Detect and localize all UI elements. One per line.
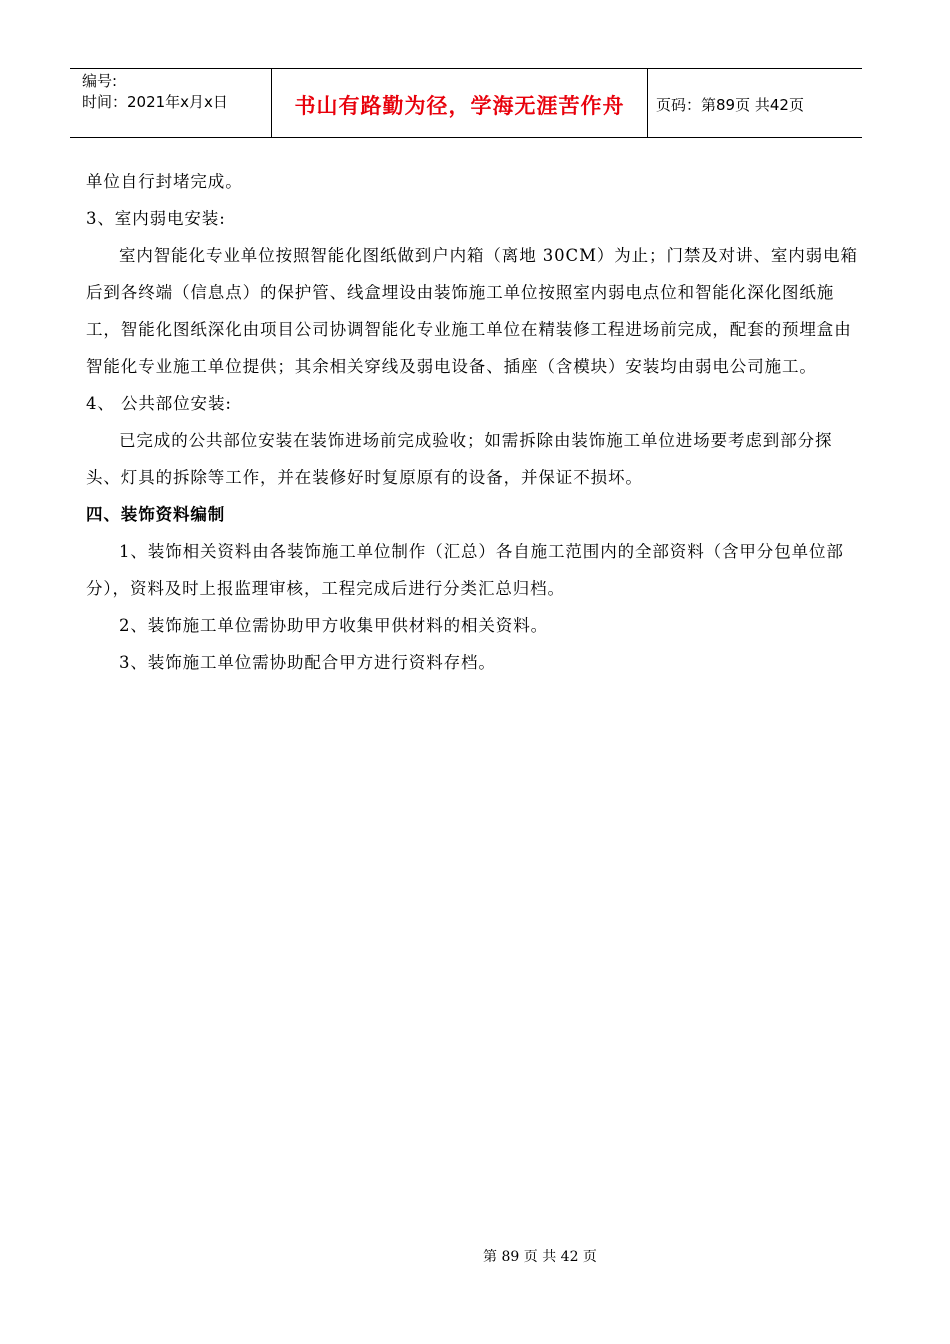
section-item-heading: 3、室内弱电安装: [86, 209, 226, 228]
section-heading: 四、装饰资料编制 [86, 505, 226, 524]
document-number-label: 编号: [82, 72, 118, 90]
body-paragraph: 1、装饰相关资料由各装饰施工单位制作（汇总）各自施工范围内的全部资料（含甲分包单位部分），资料及时上报监理审核，工程完成后进行分类汇总归档。 [86, 542, 844, 598]
document-time-label: 时间：2021年x月x日 [82, 93, 228, 111]
document-body [86, 163, 866, 681]
page-header [70, 68, 862, 138]
header-meta-cell [70, 69, 272, 137]
header-page-info: 页码：第89页 共42页 [656, 95, 804, 114]
body-paragraph: 2、装饰施工单位需协助甲方收集甲供材料的相关资料。 [119, 616, 548, 635]
page-footer: 第 89 页 共 42 页 [483, 1249, 597, 1265]
section-item-heading: 4、 公共部位安装: [86, 394, 232, 413]
body-paragraph: 3、装饰施工单位需协助配合甲方进行资料存档。 [119, 653, 496, 672]
body-paragraph: 已完成的公共部位安装在装饰进场前完成验收；如需拆除由装饰施工单位进场要考虑到部分探头、灯具的拆除等工作，并在装修好时复原原有的设备，并保证不损坏。 [86, 431, 833, 487]
body-paragraph: 室内智能化专业单位按照智能化图纸做到户内箱（离地 30CM）为止；门禁及对讲、室内弱电箱后到各终端（信息点）的保护管、线盒埋设由装饰施工单位按照室内弱电点位和智能化深化图纸施工，智能化图纸深化由项目公司协调智能化专业施工单位在精装修工程进场前完成，配套的预埋盒由智能化专业施工单位提供；其余相关穿线及弱电设备、插座（含模块）安装均由弱电公司施工。 [86, 246, 858, 376]
body-paragraph: 单位自行封堵完成。 [86, 172, 243, 191]
header-motto: 书山有路勤为径，学海无涯苦作舟 [272, 69, 648, 137]
